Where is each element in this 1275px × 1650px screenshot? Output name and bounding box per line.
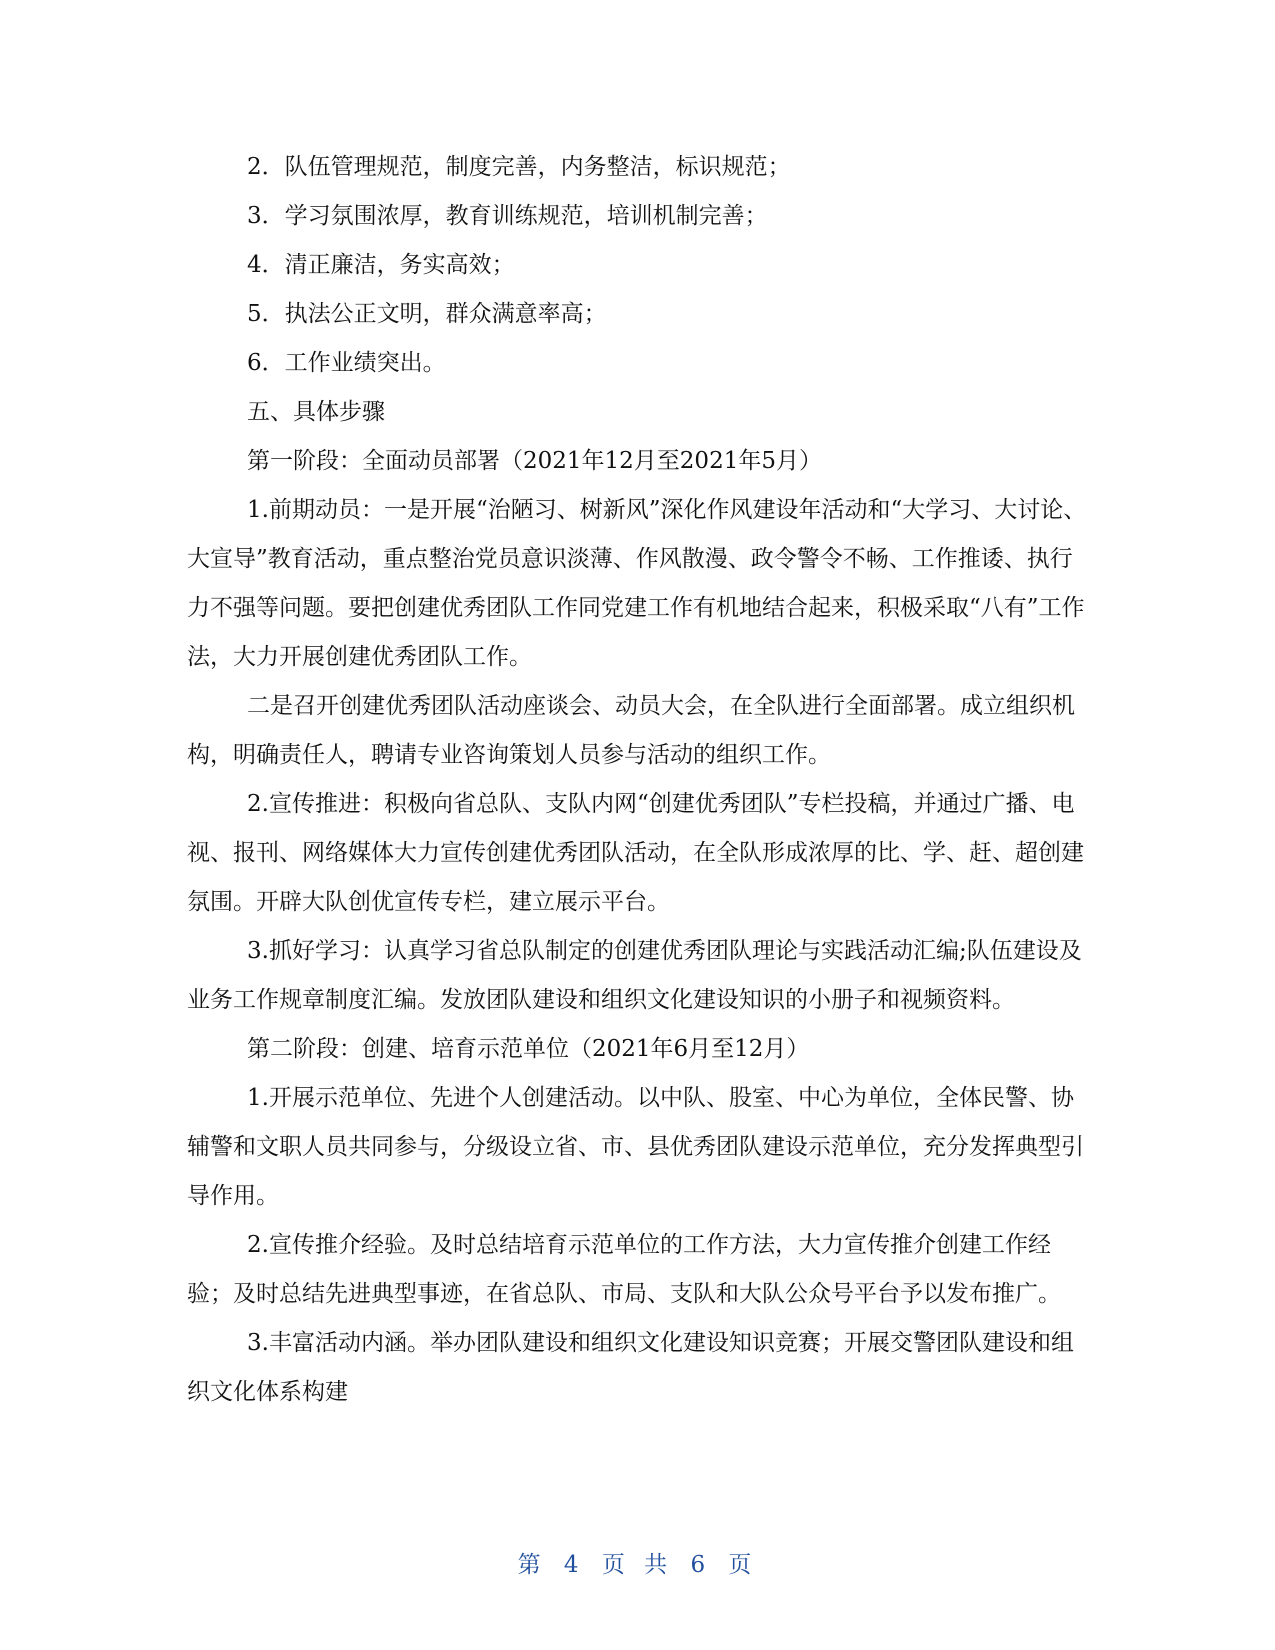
paragraph: 1.前期动员：一是开展“治陋习、树新风”深化作风建设年活动和“大学习、大讨论、大宣导”教育活动，重点整治党员意识淡薄、作风散漫、政令警令不畅、工作推诿、执行力不强等问题。要把创建优秀团队工作同党建工作有机地结合起来，积极采取“八有”工作法，大力开展创建优秀团队工作。 <box>187 497 1087 670</box>
section-heading: 五、具体步骤 <box>247 399 385 425</box>
list-item: 4．清正廉洁，务实高效； <box>247 252 515 278</box>
footer-suffix: 页 <box>728 1552 758 1578</box>
paragraph: 3.抓好学习：认真学习省总队制定的创建优秀团队理论与实践活动汇编;队伍建设及业务工作规章制度汇编。发放团队建设和组织文化建设知识的小册子和视频资料。 <box>187 938 1082 1013</box>
paragraph: 3.丰富活动内涵。举办团队建设和组织文化建设知识竞赛；开展交警团队建设和组织文化体系构建 <box>187 1330 1074 1405</box>
list-item: 2．队伍管理规范，制度完善，内务整洁，标识规范； <box>247 154 791 180</box>
paragraph: 二是召开创建优秀团队活动座谈会、动员大会，在全队进行全面部署。成立组织机构，明确责任人，聘请专业咨询策划人员参与活动的组织工作。 <box>187 693 1075 768</box>
paragraph: 2.宣传推介经验。及时总结培育示范单位的工作方法，大力宣传推介创建工作经验；及时总结先进典型事迹，在省总队、市局、支队和大队公众号平台予以发布推广。 <box>187 1232 1061 1307</box>
page-footer <box>0 1546 1275 1579</box>
footer-middle: 页 共 <box>601 1552 674 1578</box>
footer-total-pages: 6 <box>690 1552 712 1578</box>
list-item: 3．学习氛围浓厚，教育训练规范，培训机制完善； <box>247 203 768 229</box>
paragraph: 1.开展示范单位、先进个人创建活动。以中队、股室、中心为单位，全体民警、协辅警和文职人员共同参与，分级设立省、市、县优秀团队建设示范单位，充分发挥典型引导作用。 <box>187 1085 1084 1209</box>
paragraph: 2.宣传推进：积极向省总队、支队内网“创建优秀团队”专栏投稿，并通过广播、电视、报刊、网络媒体大力宣传创建优秀团队活动，在全队形成浓厚的比、学、赶、超创建氛围。开辟大队创优宣传专栏，建立展示平台。 <box>187 791 1084 915</box>
stage-heading: 第二阶段：创建、培育示范单位（2021年6月至12月） <box>247 1036 810 1062</box>
stage-heading: 第一阶段：全面动员部署（2021年12月至2021年5月） <box>247 448 822 474</box>
list-item: 5．执法公正文明，群众满意率高； <box>247 301 607 327</box>
list-item: 6．工作业绩突出。 <box>247 350 446 376</box>
footer-page-number: 4 <box>563 1552 585 1578</box>
footer-prefix: 第 <box>517 1552 547 1578</box>
document-body <box>187 143 1087 1417</box>
